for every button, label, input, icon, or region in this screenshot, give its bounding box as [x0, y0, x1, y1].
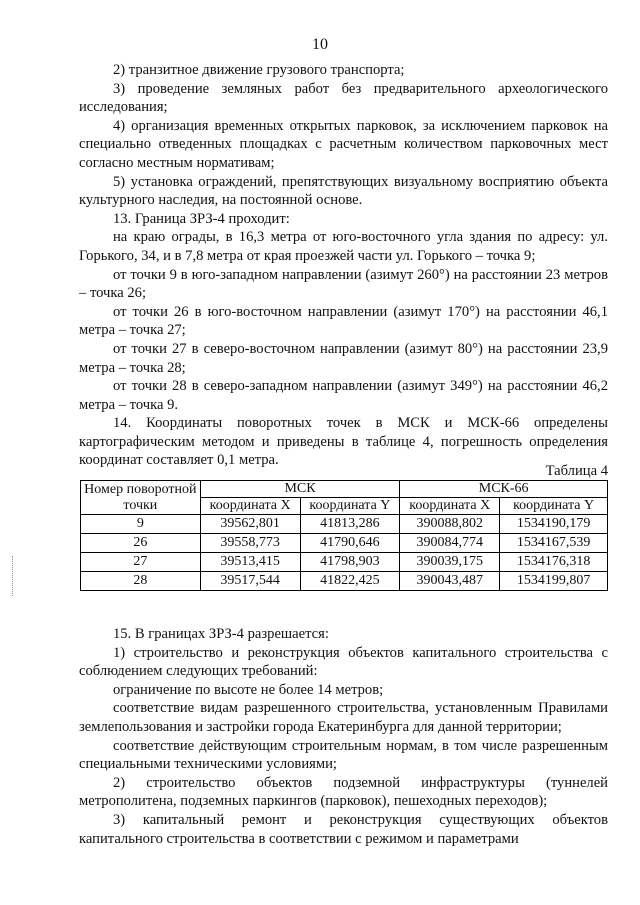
- body-text-bottom: [79, 625, 608, 848]
- paragraph: на краю ограды, в 16,3 метра от юго-восточного угла здания по адресу: ул. Горького, 34, и в 7,8 метра от края проезжей части ул. Горького – точка 9;: [79, 229, 608, 264]
- page-number: 10: [312, 36, 328, 53]
- table-row: [81, 553, 608, 572]
- cell-msk-x: 39517,544: [200, 572, 300, 591]
- cell-point: 27: [81, 553, 201, 572]
- cell-point: 9: [81, 515, 201, 534]
- cell-msk-x: 39562,801: [200, 515, 300, 534]
- paragraph: 4) организация временных открытых парковок, за исключением парковок на специально отведенных площадках с расчетным количеством парковочных мест согласно местным нормативам;: [79, 117, 608, 171]
- paragraph: 2) транзитное движение грузового транспорта;: [113, 62, 405, 78]
- table-row: [81, 534, 608, 553]
- paragraph: соответствие действующим строительным нормам, в том числе разрешенным специальными техническими условиями;: [79, 737, 608, 773]
- header-msk66-x: координата X: [400, 498, 500, 515]
- header-msk-x: координата X: [200, 498, 300, 515]
- cell-msk-y: 41822,425: [300, 572, 400, 591]
- cell-msk-y: 41813,286: [300, 515, 400, 534]
- section-heading-15: 15. В границах ЗРЗ-4 разрешается:: [113, 626, 329, 642]
- paragraph: 3) проведение земляных работ без предварительного археологического исследования;: [79, 80, 608, 116]
- cell-msk66-x: 390084,774: [400, 534, 500, 553]
- cell-msk66-x: 390043,487: [400, 572, 500, 591]
- paragraph: от точки 9 в юго-западном направлении (азимут 260°) на расстоянии 23 метров – точка 26;: [79, 266, 608, 302]
- cell-msk-y: 41790,646: [300, 534, 400, 553]
- header-msk66-y: координата Y: [500, 498, 608, 515]
- paragraph: 3) капитальный ремонт и реконструкция существующих объектов капитального строительства в соответствии с режимом и параметрами: [79, 811, 608, 847]
- paragraph: от точки 28 в северо-западном направлении (азимут 349°) на расстоянии 46,2 метра – точка 9.: [79, 378, 608, 413]
- paragraph: ограничение по высоте не более 14 метров;: [113, 681, 384, 698]
- cell-msk66-y: 1534190,179: [500, 515, 608, 534]
- paragraph: 2) строительство объектов подземной инфраструктуры (туннелей метрополитена, подземных паркингов (парковок), пешеходных переходов);: [79, 774, 608, 810]
- header-msk-y: координата Y: [300, 498, 400, 515]
- coordinates-table: [80, 480, 608, 591]
- paragraph: от точки 27 в северо-восточном направлении (азимут 80°) на расстоянии 23,9 метра – точка 28;: [79, 340, 608, 376]
- table-caption: Таблица 4: [545, 463, 608, 479]
- paragraph: от точки 26 в юго-восточном направлении (азимут 170°) на расстоянии 46,1 метра – точка 27;: [79, 303, 608, 339]
- cell-msk-x: 39558,773: [200, 534, 300, 553]
- cell-msk66-y: 1534176,318: [500, 553, 608, 572]
- table-row: [81, 572, 608, 591]
- paragraph: 5) установка ограждений, препятствующих визуальному восприятию объекта культурного наследия, на постоянной основе.: [79, 173, 608, 209]
- section-heading-13: 13. Граница ЗРЗ-4 проходит:: [113, 210, 290, 227]
- paragraph: соответствие видам разрешенного строительства, установленным Правилами землепользования и застройки города Екатеринбурга для данной территории;: [79, 700, 608, 735]
- table-row: [81, 515, 608, 534]
- cell-msk66-y: 1534167,539: [500, 534, 608, 553]
- cell-msk-y: 41798,903: [300, 553, 400, 572]
- header-msk: МСК: [200, 481, 400, 498]
- cell-msk66-x: 390039,175: [400, 553, 500, 572]
- cell-msk66-y: 1534199,807: [500, 572, 608, 591]
- header-msk66: МСК-66: [400, 481, 608, 498]
- header-point-number: Номер поворотной точки: [81, 481, 201, 515]
- cell-point: 26: [81, 534, 201, 553]
- paragraph: 1) строительство и реконструкция объектов капитального строительства с соблюдением следующих требований:: [79, 644, 608, 680]
- cell-msk-x: 39513,415: [200, 553, 300, 572]
- cell-msk66-x: 390088,802: [400, 515, 500, 534]
- cell-point: 28: [81, 572, 201, 591]
- section-paragraph-14: 14. Координаты поворотных точек в МСК и МСК-66 определены картографическим методом и приведены в таблице 4, погрешность определения координат составляет 0,1 метра.: [79, 415, 608, 469]
- body-text-top: [79, 61, 608, 470]
- margin-scan-mark: [12, 556, 14, 596]
